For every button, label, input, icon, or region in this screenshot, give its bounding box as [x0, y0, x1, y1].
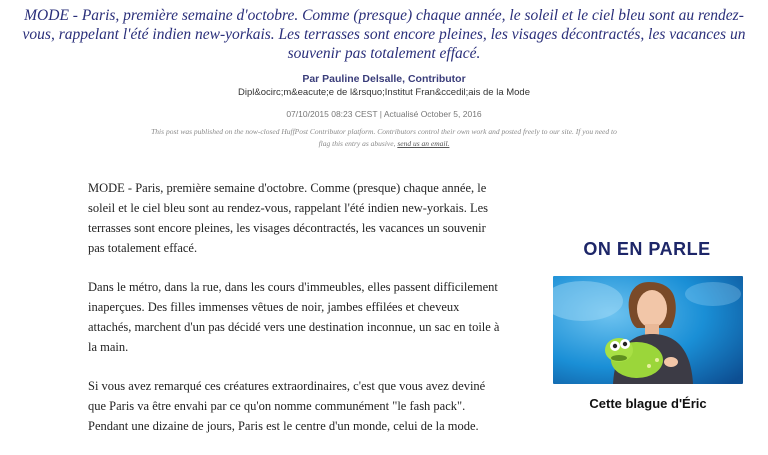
disclaimer-text: This post was published on the now-closed HuffPost Contributor platform. Contributors control their own work and posted freely to our site. If you need to flag this entry as abusive, [151, 127, 617, 148]
contributor-disclaimer [150, 126, 618, 150]
article-body [88, 178, 500, 455]
byline [0, 72, 768, 120]
publish-dates: 07/10/2015 08:23 CEST | Actualisé October 5, 2016 [286, 109, 482, 119]
article-deck: MODE - Paris, première semaine d'octobre. Comme (presque) chaque année, le soleil et le ciel bleu sont au rendez-vous, rappelant l'été indien new-yorkais. Les terrasses sont encore pleines, les visages décontractés, les vacances un souvenir pas totalement effacé. [22, 7, 746, 62]
trending-photo [553, 276, 743, 384]
trending-card-image[interactable] [553, 276, 743, 384]
author-title: Dipl&ocirc;m&eacute;e de l&rsquo;Institut Fran&ccedil;ais de la Mode [238, 87, 530, 98]
sidebar-heading: ON EN PARLE [583, 239, 711, 259]
article-paragraph: Si vous avez remarqué ces créatures extraordinaires, c'est que vous avez deviné que Paris va être envahi par ce qu'on nomme communément "le fash pack". Pendant une dizaine de jours, Paris est le centre d'un monde, celui de la mode. [88, 379, 486, 433]
trending-card-title[interactable]: Cette blague d'Éric [589, 396, 707, 411]
email-link[interactable]: send us an email. [397, 139, 450, 148]
article-paragraph: MODE - Paris, première semaine d'octobre. Comme (presque) chaque année, le soleil et le ciel bleu sont au rendez-vous, rappelant l'été indien new-yorkais. Les terrasses sont encore pleines, les visages décontractés, les vacances un souvenir pas totalement effacé. [88, 181, 489, 255]
article-paragraph: Dans le métro, dans la rue, dans les cours d'immeubles, elles passent difficilement inaperçues. Des filles immenses vêtues de noir, jambes effilées et cheveux attachés, marchent d'un pas décidé vers une destination inconnue, un sac en toile à la main. [88, 280, 500, 354]
author-name[interactable]: Par Pauline Delsalle, Contributor [302, 73, 466, 85]
